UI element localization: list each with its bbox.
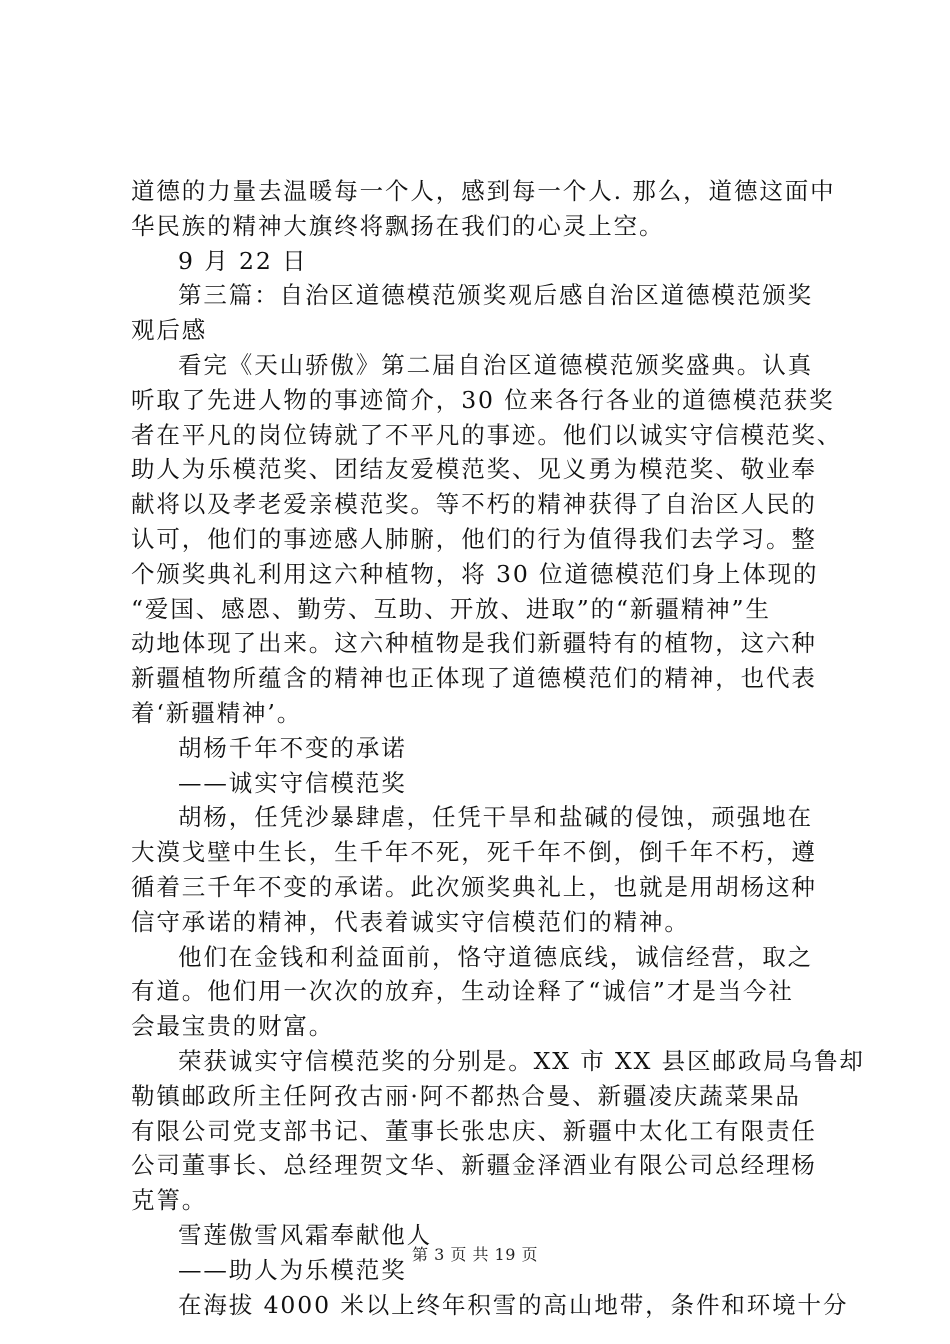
page-footer: 第 3 页 共 19 页 [412, 1245, 538, 1264]
text-line: 会最宝贵的财富。 [131, 1012, 335, 1041]
text-line: 新疆植物所蕴含的精神也正体现了道德模范们的精神，也代表 [131, 664, 817, 693]
text-line: 动地体现了出来。这六种植物是我们新疆特有的植物，这六种 [131, 629, 817, 658]
text-line: 华民族的精神大旗终将飘扬在我们的心灵上空。 [131, 211, 665, 240]
text-line: 着‘新疆精神’。 [131, 698, 303, 727]
text-line: 助人为乐模范奖、团结友爱模范奖、见义勇为模范奖、敬业奉 [131, 455, 817, 484]
text-line: 认可，他们的事迹感人肺腑，他们的行为值得我们去学习。整 [131, 524, 817, 553]
section-title-cont: 观后感 [131, 316, 208, 345]
subheading-award: ——诚实守信模范奖 [178, 768, 407, 797]
text-line: 胡杨，任凭沙暴肆虐，任凭干旱和盐碱的侵蚀，顽强地在 [178, 803, 813, 832]
text-line: 荣获诚实守信模范奖的分别是。XX 市 XX 县区邮政局乌鲁却 [178, 1046, 865, 1075]
text-line: 循着三千年不变的承诺。此次颁奖典礼上，也就是用胡杨这种 [131, 872, 817, 901]
text-line: “爱国、感恩、勤劳、互助、开放、进取”的“新疆精神”生 [131, 594, 771, 623]
body-text [131, 174, 865, 1322]
text-line: 听取了先进人物的事迹简介，30 位来各行各业的道德模范获奖 [131, 385, 835, 414]
subheading: 雪莲傲雪风霜奉献他人 [178, 1220, 432, 1249]
section-title: 第三篇：自治区道德模范颁奖观后感自治区道德模范颁奖 [178, 281, 813, 310]
date-line: 9 月 22 日 [178, 246, 308, 275]
text-line: 他们在金钱和利益面前，恪守道德底线，诚信经营，取之 [178, 942, 813, 971]
subheading-award: ——助人为乐模范奖 [178, 1255, 407, 1284]
text-line: 公司董事长、总经理贺文华、新疆金泽酒业有限公司总经理杨 [131, 1151, 817, 1180]
text-line: 道德的力量去温暖每一个人，感到每一个人. 那么，道德这面中 [131, 177, 836, 205]
text-line: 者在平凡的岗位铸就了不平凡的事迹。他们以诚实守信模范奖、 [131, 420, 843, 449]
text-line: 有限公司党支部书记、董事长张忠庆、新疆中太化工有限责任 [131, 1116, 817, 1145]
text-line: 勒镇邮政所主任阿孜古丽·阿不都热合曼、新疆凌庆蔬菜果品 [131, 1081, 801, 1110]
text-line: 大漠戈壁中生长，生千年不死，死千年不倒，倒千年不朽，遵 [131, 838, 817, 867]
text-line: 在海拔 4000 米以上终年积雪的高山地带，条件和环境十分 [178, 1290, 849, 1319]
text-line: 克箐。 [131, 1186, 208, 1215]
text-line: 有道。他们用一次次的放弃，生动诠释了“诚信”才是当今社 [131, 977, 794, 1006]
text-line: 献将以及孝老爱亲模范奖。等不朽的精神获得了自治区人民的 [131, 490, 817, 519]
text-line: 个颁奖典礼利用这六种植物，将 30 位道德模范们身上体现的 [131, 559, 819, 588]
subheading: 胡杨千年不变的承诺 [178, 733, 407, 762]
text-line: 看完《天山骄傲》第二届自治区道德模范颁奖盛典。认真 [178, 350, 813, 379]
text-line: 信守承诺的精神，代表着诚实守信模范们的精神。 [131, 907, 690, 936]
